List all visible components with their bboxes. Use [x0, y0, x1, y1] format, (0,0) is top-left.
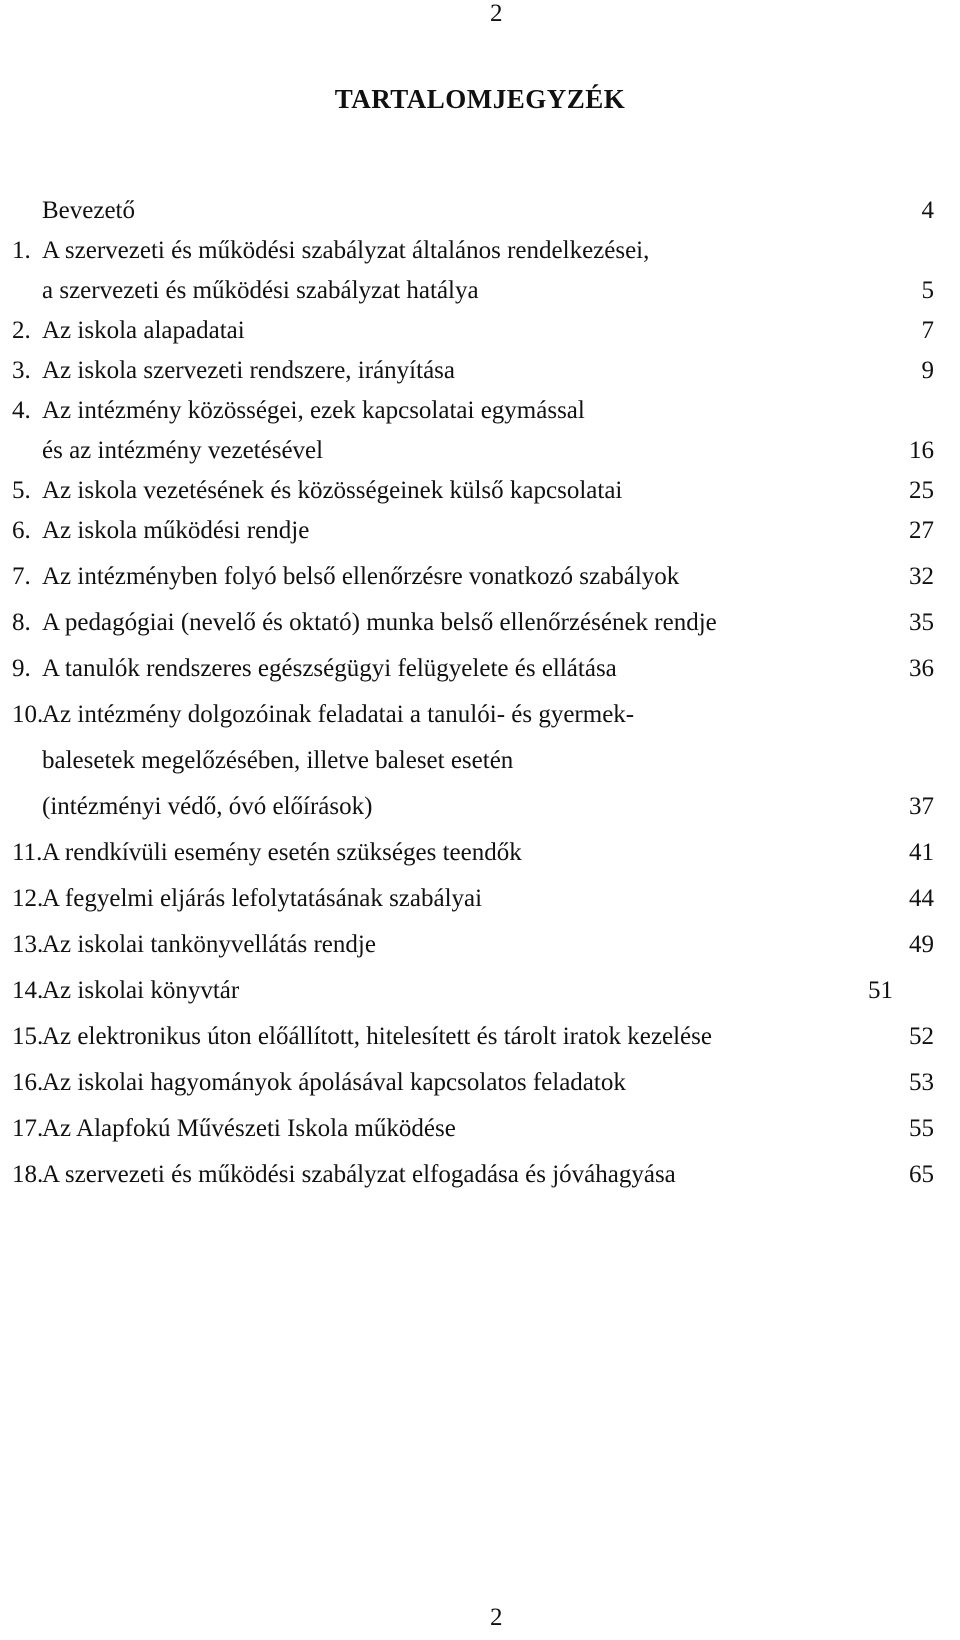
toc-entry-text: A pedagógiai (nevelő és oktató) munka belső ellenőrzésének rendje [42, 609, 717, 636]
toc-entry-6 [0, 516, 960, 562]
page-number-bottom: 2 [490, 1604, 503, 1631]
toc-entry-number: 11. [12, 839, 43, 866]
toc-entry-page: 53 [909, 1069, 934, 1096]
toc-entry-page: 16 [909, 437, 934, 464]
toc-entry-4 [0, 396, 960, 436]
toc-entry-text: és az intézmény vezetésével [42, 437, 324, 464]
toc-entry-18 [0, 1160, 960, 1206]
toc-entry-text: A szervezeti és működési szabályzat általános rendelkezései, [42, 237, 650, 264]
toc-entry-text: Az elektronikus úton előállított, hitelesített és tárolt iratok kezelése [42, 1023, 712, 1050]
toc-entry-number: 18. [12, 1161, 44, 1188]
toc-entry-10-cont [0, 746, 960, 792]
toc-entry-page: 27 [909, 517, 934, 544]
toc-entry-12 [0, 884, 960, 930]
toc-entry-page: 7 [921, 317, 934, 344]
toc-entry-text: Az intézmény dolgozóinak feladatai a tanulói- és gyermek- [42, 701, 635, 728]
toc-entry-11 [0, 838, 960, 884]
toc-entry-text: A tanulók rendszeres egészségügyi felügyelete és ellátása [42, 655, 617, 682]
toc-entry-text: A szervezeti és működési szabályzat elfogadása és jóváhagyása [42, 1161, 676, 1188]
toc-entry-4-cont [0, 436, 960, 476]
toc-entry-number: 15. [12, 1023, 44, 1050]
toc-entry-text: Az iskolai hagyományok ápolásával kapcsolatos feladatok [42, 1069, 626, 1096]
page-title: TARTALOMJEGYZÉK [334, 84, 626, 114]
toc-entry-text: Az Alapfokú Művészeti Iskola működése [42, 1115, 456, 1142]
toc-entry-text: a szervezeti és működési szabályzat hatálya [42, 277, 479, 304]
toc-entry-page: 41 [909, 839, 934, 866]
toc-entry-number: 4. [12, 397, 31, 424]
toc-entry-number: 13. [12, 931, 44, 958]
toc-entry-3 [0, 356, 960, 396]
table-of-contents [0, 196, 960, 1206]
toc-entry-page: 4 [921, 197, 934, 224]
toc-entry-page: 37 [909, 793, 934, 820]
toc-entry-text: Az iskola alapadatai [42, 317, 245, 344]
toc-entry-1-cont [0, 276, 960, 316]
toc-entry-text: balesetek megelőzésében, illetve baleset esetén [42, 747, 514, 774]
toc-entry-16 [0, 1068, 960, 1114]
toc-entry-text: Az iskola vezetésének és közösségeinek külső kapcsolatai [42, 477, 623, 504]
page-number-top: 2 [490, 0, 503, 27]
toc-entry-14 [0, 976, 960, 1022]
toc-entry-page: 55 [909, 1115, 934, 1142]
toc-entry-text: Az iskola működési rendje [42, 517, 310, 544]
toc-entry-text: Az iskolai tankönyvellátás rendje [42, 931, 376, 958]
toc-entry-page: 32 [909, 563, 934, 590]
toc-entry-intro [0, 196, 960, 236]
toc-entry-number: 10. [12, 701, 44, 728]
toc-entry-8 [0, 608, 960, 654]
toc-entry-1 [0, 236, 960, 276]
toc-entry-number: 9. [12, 655, 31, 682]
toc-entry-text: Az iskola szervezeti rendszere, irányítása [42, 357, 455, 384]
toc-entry-page: 5 [921, 277, 934, 304]
toc-entry-number: 16. [12, 1069, 44, 1096]
toc-entry-number: 1. [12, 237, 31, 264]
toc-entry-page: 35 [909, 609, 934, 636]
toc-entry-13 [0, 930, 960, 976]
toc-entry-page: 9 [921, 357, 934, 384]
toc-entry-text: Bevezető [42, 197, 136, 224]
toc-entry-page: 52 [909, 1023, 934, 1050]
toc-entry-text: (intézményi védő, óvó előírások) [42, 793, 373, 820]
toc-entry-number: 14. [12, 977, 44, 1004]
toc-entry-page: 36 [909, 655, 934, 682]
toc-entry-number: 8. [12, 609, 31, 636]
toc-entry-text: Az intézmény közösségei, ezek kapcsolatai egymással [42, 397, 585, 424]
toc-entry-7 [0, 562, 960, 608]
toc-entry-text: Az intézményben folyó belső ellenőrzésre vonatkozó szabályok [42, 563, 680, 590]
toc-entry-page: 25 [909, 477, 934, 504]
toc-entry-text: A rendkívüli esemény esetén szükséges teendők [42, 839, 522, 866]
toc-entry-10-cont-2 [0, 792, 960, 838]
toc-entry-page: 49 [909, 931, 934, 958]
toc-entry-2 [0, 316, 960, 356]
toc-entry-number: 6. [12, 517, 31, 544]
toc-entry-number: 5. [12, 477, 31, 504]
toc-entry-15 [0, 1022, 960, 1068]
toc-entry-number: 12. [12, 885, 44, 912]
toc-entry-page: 65 [909, 1161, 934, 1188]
toc-entry-number: 2. [12, 317, 31, 344]
toc-entry-number: 17. [12, 1115, 44, 1142]
toc-entry-10 [0, 700, 960, 746]
toc-entry-9 [0, 654, 960, 700]
toc-entry-page: 51 [868, 977, 893, 1004]
toc-entry-text: Az iskolai könyvtár [42, 977, 240, 1004]
toc-entry-17 [0, 1114, 960, 1160]
toc-entry-5 [0, 476, 960, 516]
toc-entry-number: 7. [12, 563, 31, 590]
toc-entry-text: A fegyelmi eljárás lefolytatásának szabályai [42, 885, 483, 912]
toc-entry-page: 44 [909, 885, 934, 912]
toc-entry-number: 3. [12, 357, 31, 384]
